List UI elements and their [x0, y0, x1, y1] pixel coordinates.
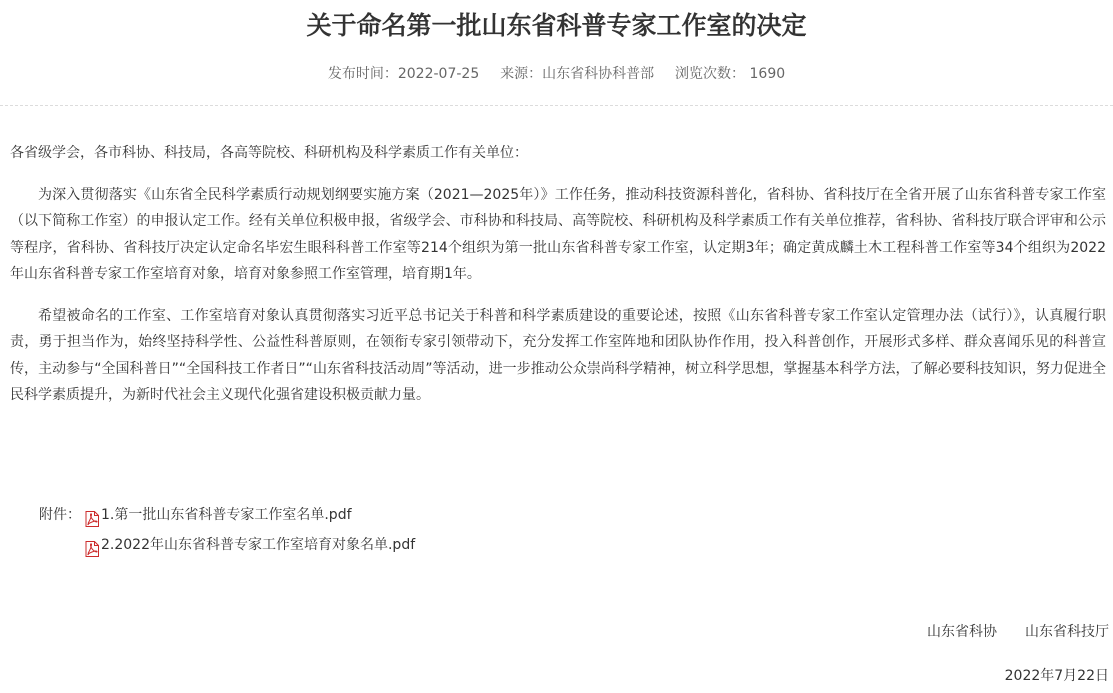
signers [899, 620, 1109, 644]
article-title: 关于命名第一批山东省科普专家工作室的决定 [306, 11, 807, 40]
publish-label: 发布时间： [327, 66, 398, 82]
attachment-link-2[interactable]: 2.2022年山东省科普专家工作室培育对象名单.pdf [101, 537, 416, 553]
pdf-icon [85, 538, 99, 554]
paragraph-1: 为深入贯彻落实《山东省全民科学素质行动规划纲要实施方案（2021—2025年）》工作任务，推动科技资源科普化，省科协、省科技厅在全省开展了山东省科普专家工作室（以下简称工作室）的申报认定工作。经有关单位积极申报，省级学会、市科协和科技局、高等院校、科研机构及科学素质工作有关单位推荐，省科协、省科技厅联合评审和公示等程序，省科协、省科技厅决定认定命名毕宏生眼科科普工作室等214个组织为第一批山东省科普专家工作室，认定期3年；确定黄成麟土木工程科普工作室等34个组织为2022年山东省科普专家工作室培育对象，培育对象参照工作室管理，培育期1年。 [10, 186, 1106, 282]
publish-date: 2022-07-25 [397, 66, 480, 82]
source-value: 山东省科协科普部 [542, 66, 655, 82]
views-label: 浏览次数： [675, 66, 746, 82]
article-body [10, 140, 1106, 424]
attachment-row [39, 500, 415, 530]
header-divider [0, 105, 1113, 106]
attachment-link-1[interactable]: 1.第一批山东省科普专家工作室名单.pdf [101, 507, 352, 523]
signer-1: 山东省科协 [927, 624, 997, 640]
salutation: 各省级学会，各市科协、科技局，各高等院校、科研机构及科学素质工作有关单位： [10, 145, 528, 161]
views-count: 1690 [749, 66, 786, 82]
attachment-row [39, 530, 415, 560]
pdf-icon [85, 508, 99, 524]
signer-2: 山东省科技厅 [1025, 624, 1109, 640]
sign-date: 2022年7月22日 [1004, 668, 1109, 684]
paragraph-2: 希望被命名的工作室、工作室培育对象认真贯彻落实习近平总书记关于科普和科学素质建设的重要论述，按照《山东省科普专家工作室认定管理办法（试行）》，认真履行职责，勇于担当作为，始终坚持科学性、公益性科普原则，在领衔专家引领带动下，充分发挥工作室阵地和团队协作作用，投入科普创作，开展形式多样、群众喜闻乐见的科普宣传，主动参与“全国科普日”“全国科技工作者日”“山东省科技活动周”等活动，进一步推动公众崇尚科学精神，树立科学思想，掌握基本科学方法，了解必要科技知识，努力促进全民科学素质提升，为新时代社会主义现代化强省建设积极贡献力量。 [10, 307, 1106, 403]
attachments [39, 500, 415, 560]
source-label: 来源： [500, 66, 543, 82]
article-meta [0, 62, 1113, 86]
attachments-label: 附件： [39, 507, 81, 523]
